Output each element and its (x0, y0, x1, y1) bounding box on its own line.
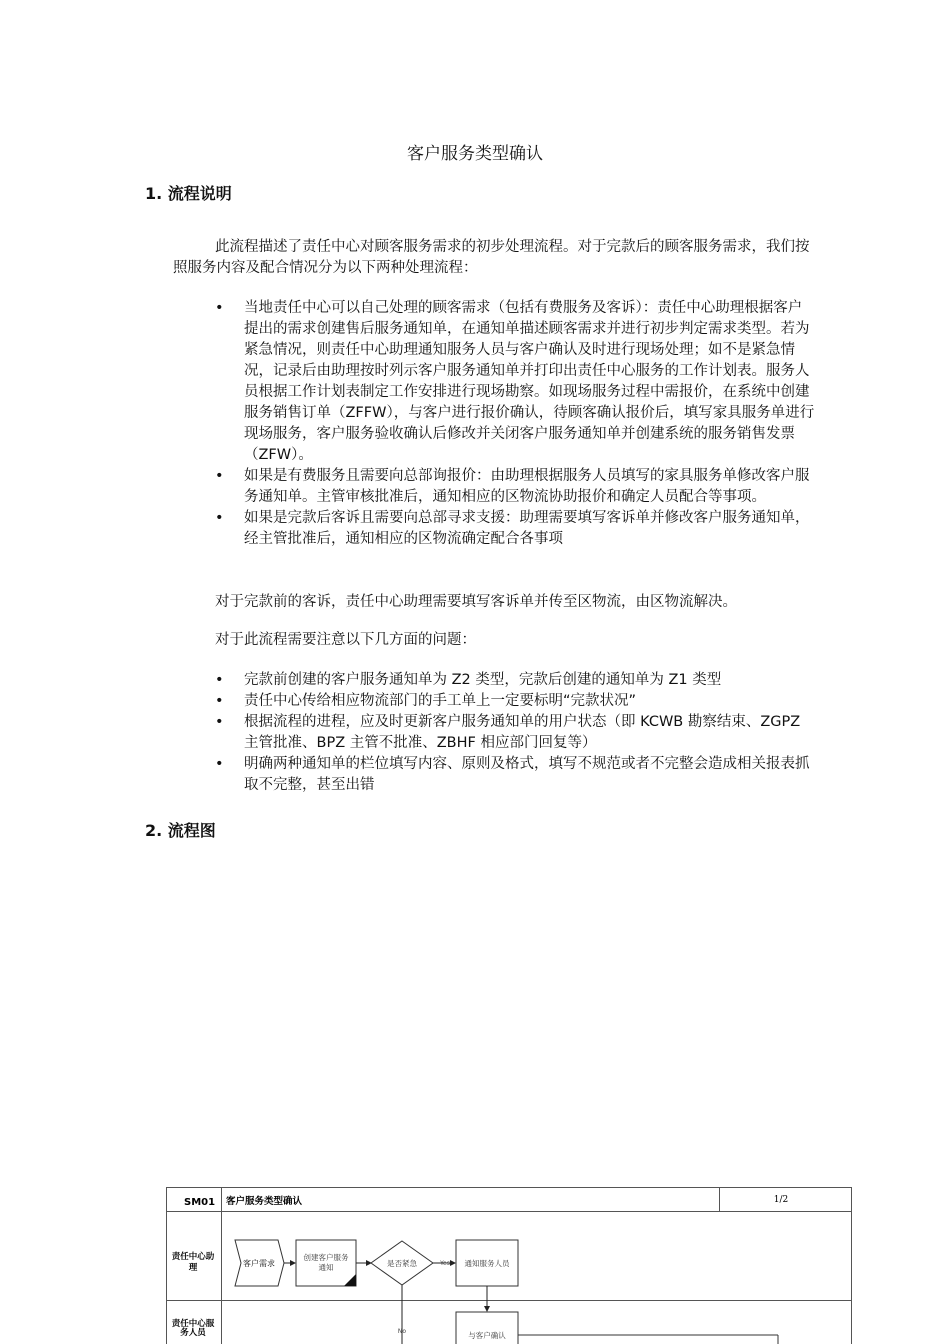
list-item-text: 当地责任中心可以自己处理的顾客需求（包括有费服务及客诉）：责任中心助理根据客户提出的需求创建售后服务通知单，在通知单描述顾客需求并进行初步判定需求类型。若为紧急情况，则责任中心助理通知服务人员与客户确认及时进行现场处理；如不是紧急情况，记录后由助理按时列示客户服务通知单并打印出责任中心服务的工作计划表。服务人员根据工作计划表制定工作安排进行现场勘察。如现场服务过程中需报价，在系统中创建服务销售订单（ZFFW），与客户进行报价确认，待顾客确认报价后，填写家具服务单进行现场服务，客户服务验收确认后修改并关闭客户服务通知单并创建系统的服务销售发票（ZFW）。 (244, 300, 815, 463)
intro-paragraph: 此流程描述了责任中心对顾客服务需求的初步处理流程。对于完款后的顾客服务需求，我们按照服务内容及配合情况分为以下两种处理流程： (173, 239, 810, 276)
list-item-text: 如果是完款后客诉且需要向总部寻求支援：助理需要填写客诉单并修改客户服务通知单，经主管批准后，通知相应的区物流确定配合各事项 (244, 510, 810, 547)
list-item (215, 508, 815, 550)
bullet-glyph: • (215, 510, 224, 526)
list-item (215, 691, 815, 712)
bullet-glyph: • (215, 693, 224, 709)
list-item (215, 466, 815, 508)
document-title: 客户服务类型确认 (407, 144, 543, 164)
list-item-text: 明确两种通知单的栏位填写内容、原则及格式，填写不规范或者不完整会造成相关报表抓取不完整，甚至出错 (244, 756, 810, 793)
lane-label-service-staff: 责任中心服务人员 (171, 1319, 215, 1338)
list-item (215, 754, 815, 796)
bullet-glyph: • (215, 756, 224, 772)
notify-staff-node-label: 通知服务人员 (464, 1259, 510, 1268)
list-item-text: 责任中心传给相应物流部门的手工单上一定要标明“完款状况” (244, 693, 637, 709)
flowchart-canvas (166, 1187, 852, 1344)
create-notice-node-label: 创建客户服务通知 (303, 1253, 349, 1272)
bullet-glyph: • (215, 714, 224, 730)
list-item (215, 670, 815, 691)
edge-label-no: No (397, 1328, 407, 1335)
list-item-text: 如果是有费服务且需要向总部询报价：由助理根据服务人员填写的家具服务单修改客户服务通知单。主管审核批准后，通知相应的区物流协助报价和确定人员配合等事项。 (244, 468, 810, 505)
list-item-text: 完款前创建的客户服务通知单为 Z2 类型，完款后创建的通知单为 Z1 类型 (244, 672, 722, 688)
process-code: SM01 (184, 1197, 216, 1208)
page-indicator: 1/2 (773, 1195, 789, 1205)
bullet-glyph: • (215, 672, 224, 688)
bullet-glyph: • (215, 468, 224, 484)
pre-payment-complaint-paragraph: 对于完款前的客诉，责任中心助理需要填写客诉单并传至区物流，由区物流解决。 (215, 594, 737, 610)
start-node-label: 客户需求 (243, 1259, 275, 1268)
list-item (215, 298, 815, 466)
process-name: 客户服务类型确认 (226, 1196, 303, 1207)
notes-bullet-list (215, 670, 815, 796)
notes-intro-paragraph: 对于此流程需要注意以下几方面的问题： (215, 632, 476, 648)
bullet-glyph: • (215, 300, 224, 316)
flowchart (166, 1187, 852, 1344)
list-item-text: 根据流程的进程，应及时更新客户服务通知单的用户状态（即 KCWB 勘察结束、ZGPZ 主管批准、BPZ 主管不批准、ZBHF 相应部门回复等） (244, 714, 801, 751)
lane-label-assistant: 责任中心助理 (171, 1252, 215, 1273)
section-heading-flowchart: 2. 流程图 (145, 821, 216, 840)
edge-label-yes: Yes (440, 1260, 450, 1267)
decision-node-label: 是否紧急 (387, 1259, 417, 1268)
section-heading-process-description: 1. 流程说明 (145, 184, 232, 203)
process-bullet-list (215, 298, 815, 550)
list-item (215, 712, 815, 754)
confirm-customer-node-label: 与客户确认 (468, 1331, 506, 1340)
